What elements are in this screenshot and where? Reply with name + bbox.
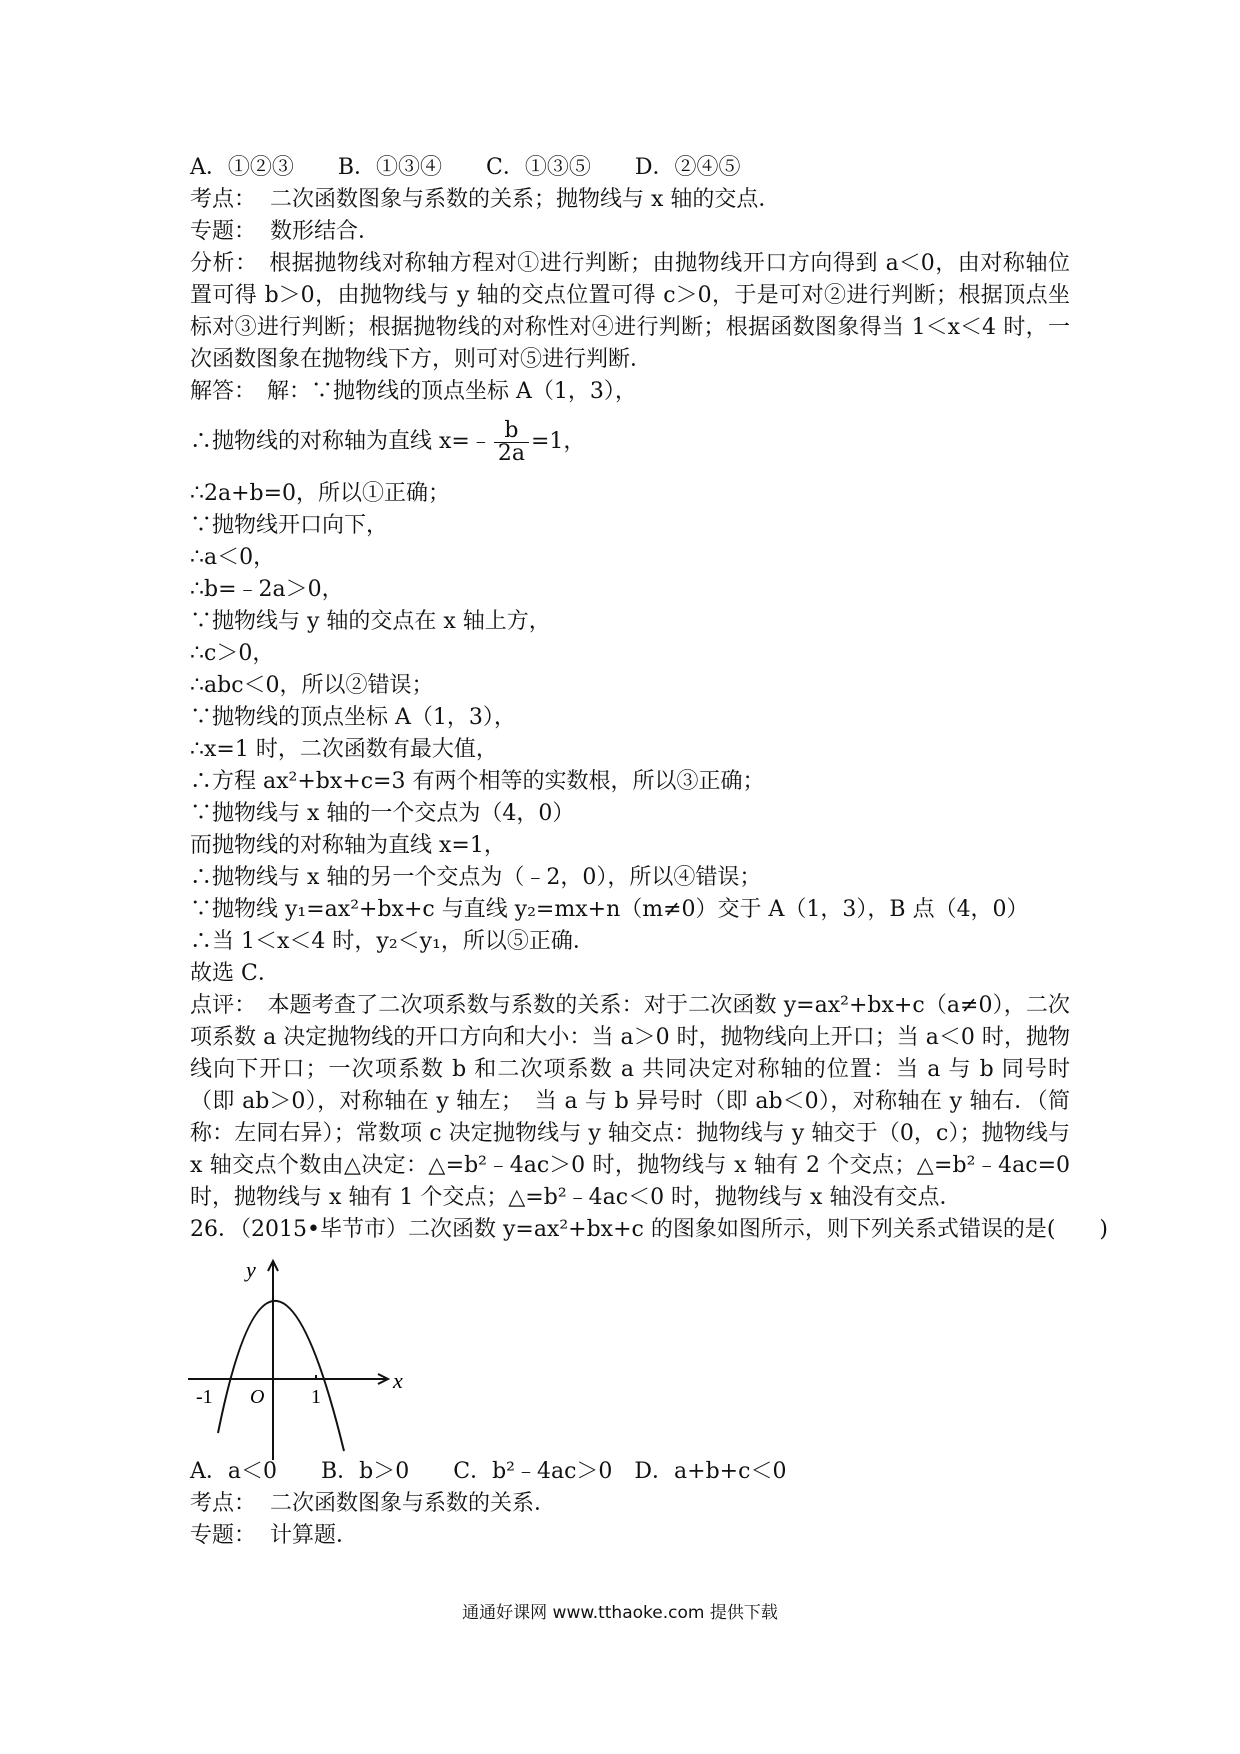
tick-label-one: 1 bbox=[311, 1386, 321, 1408]
step-line: ∴抛物线与 x 轴的另一个交点为（﹣2，0），所以④错误； bbox=[190, 865, 762, 890]
fraction-denominator: 2a bbox=[497, 440, 525, 466]
parabola-graph bbox=[188, 1255, 408, 1465]
q25-kaodian bbox=[190, 184, 780, 216]
zhuanti-label: 专题： bbox=[190, 219, 257, 244]
step-line: ∴b=﹣2a＞0， bbox=[190, 577, 344, 602]
step-line: ∴2a+b=0，所以①正确； bbox=[190, 481, 451, 506]
q26-zhuanti bbox=[190, 1520, 358, 1552]
zhuanti-text: 数形结合． bbox=[270, 219, 381, 244]
axis-prefix: ∴抛物线的对称轴为直线 x=﹣ bbox=[190, 429, 492, 454]
step-line: ∴x=1 时，二次函数有最大值， bbox=[190, 737, 498, 762]
step-line: ∴当 1＜x＜4 时，y₂＜y₁，所以⑤正确． bbox=[190, 929, 595, 954]
step-line: ∵抛物线与 x 轴的一个交点为（4，0） bbox=[190, 801, 575, 826]
step-line: ∴c＞0， bbox=[190, 641, 275, 666]
kaodian-label: 考点： bbox=[190, 187, 257, 212]
kaodian-label: 考点： bbox=[190, 1491, 257, 1516]
y-axis-label: y bbox=[246, 1257, 256, 1282]
q26-question: 26．（2015•毕节市）二次函数 y=ax²+bx+c 的图象如图所示，则下列关系式错误的是( ) bbox=[190, 1217, 1108, 1242]
step-line: ∴方程 ax²+bx+c=3 有两个相等的实数根，所以③正确； bbox=[190, 769, 765, 794]
q26-kaodian bbox=[190, 1488, 556, 1520]
kaodian-text: 二次函数图象与系数的关系；抛物线与 x 轴的交点． bbox=[270, 187, 781, 212]
tick-label-minus-one: -1 bbox=[196, 1386, 213, 1408]
step-line: ∵抛物线的顶点坐标 A（1，3）， bbox=[190, 705, 516, 730]
zhuanti-text: 计算题． bbox=[270, 1523, 359, 1548]
step-line: ∵抛物线 y₁=ax²+bx+c 与直线 y₂=mx+n（m≠0）交于 A（1，3），B 点（4，0） bbox=[190, 897, 1029, 922]
q25-choices: A．①②③ B．①③④ C．①③⑤ D．②④⑤ bbox=[190, 155, 741, 180]
step-line: ∴abc＜0，所以②错误； bbox=[190, 673, 434, 698]
parabola-curve bbox=[218, 1301, 344, 1451]
q25-solution-first: 解答： 解：∵抛物线的顶点坐标 A（1，3）， bbox=[190, 379, 637, 404]
step-line: ∴a＜0， bbox=[190, 545, 276, 570]
axis-suffix: =1， bbox=[530, 429, 586, 454]
step-line: 故选 C． bbox=[190, 961, 280, 986]
fraction bbox=[494, 417, 529, 466]
q25-analysis: 分析： 根据抛物线对称轴方程对①进行判断；由抛物线开口方向得到 a＜0，由对称轴位置可得 b＞0，由抛物线与 y 轴的交点位置可得 c＞0，于是可对②进行判断；根据顶点坐标对③进行判断；根据抛物线的对称性对④进行判断；根据函数图象得当 1＜x＜4 时，一次函数图象在抛物线下方，则可对⑤进行判断． bbox=[190, 251, 1070, 372]
q25-zhuanti bbox=[190, 216, 380, 248]
step-line: ∵抛物线开口向下， bbox=[190, 513, 389, 538]
kaodian-text: 二次函数图象与系数的关系． bbox=[270, 1491, 557, 1516]
x-axis-label: x bbox=[393, 1368, 403, 1393]
fraction-numerator: b bbox=[494, 420, 529, 443]
q25-comment: 点评： 本题考查了二次项系数与系数的关系：对于二次函数 y=ax²+bx+c（a≠0），二次项系数 a 决定抛物线的开口方向和大小：当 a＞0 时，抛物线向上开口；当 a＜0 时，抛物线向下开口；一次项系数 b 和二次项系数 a 共同决定对称轴的位置：当 a 与 b 同号时（即 ab＞0），对称轴在 y 轴左； 当 a 与 b 异号时（即 ab＜0），对称轴在 y 轴右．（简称：左同右异）；常数项 c 决定抛物线与 y 轴交点：抛物线与 y 轴交于（0，c）；抛物线与 x 轴交点个数由△决定：△=b²﹣4ac＞0 时，抛物线与 x 轴有 2 个交点；△=b²﹣4ac=0 时，抛物线与 x 轴有 1 个交点；△=b²﹣4ac＜0 时，抛物线与 x 轴没有交点． bbox=[190, 993, 1070, 1210]
q26-choices: A．a＜0 B．b＞0 C．b²﹣4ac＞0 D．a+b+c＜0 bbox=[190, 1459, 787, 1484]
axis-equation bbox=[190, 414, 585, 470]
page-footer: 通通好课网 www.tthaoke.com 提供下载 bbox=[462, 1603, 778, 1623]
step-line: ∵抛物线与 y 轴的交点在 x 轴上方， bbox=[190, 609, 551, 634]
step-line: 而抛物线的对称轴为直线 x=1， bbox=[190, 833, 506, 858]
zhuanti-label: 专题： bbox=[190, 1523, 257, 1548]
origin-label: O bbox=[250, 1386, 265, 1408]
